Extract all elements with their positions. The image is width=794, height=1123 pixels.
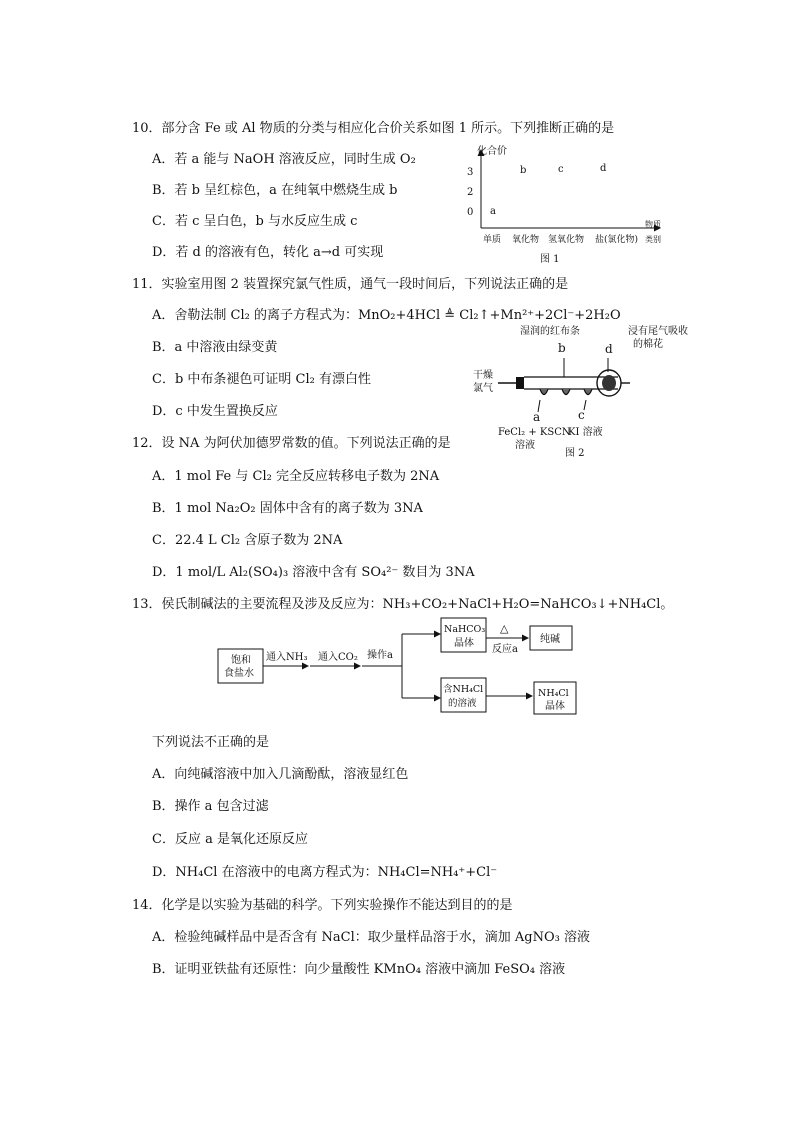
figure-1-caption: 图 1 bbox=[540, 254, 560, 265]
q13-sub-stem: 下列说法不正确的是 bbox=[152, 735, 270, 750]
label-reaction-a: 反应a bbox=[492, 644, 518, 655]
label-c: c bbox=[578, 408, 585, 422]
bulb-c bbox=[584, 389, 592, 395]
q12-option-c: C．22.4 L Cl₂ 含原子数为 2NA bbox=[152, 533, 343, 548]
label-cotton-line1: 浸有尾气吸收 bbox=[628, 326, 688, 337]
label-heat: △ bbox=[500, 622, 509, 635]
label-gas-line2: 氯气 bbox=[473, 383, 493, 394]
point-c: c bbox=[558, 164, 564, 175]
y-tick-0: 0 bbox=[467, 207, 474, 218]
q14-option-b: B．证明亚铁盐有还原性：向少量酸性 KMnO₄ 溶液中滴加 FeSO₄ 溶液 bbox=[152, 962, 566, 977]
point-d: d bbox=[600, 163, 607, 174]
label-c-solution: KI 溶液 bbox=[568, 427, 603, 438]
box-nh4cl-solution-line1: 含NH₄Cl bbox=[443, 684, 484, 695]
q13-option-b: B．操作 a 包含过滤 bbox=[152, 799, 269, 814]
y-tick-3: 3 bbox=[467, 167, 474, 178]
label-wet-cloth: 湿润的红布条 bbox=[520, 326, 580, 337]
box-nh4cl-solution-line2: 的溶液 bbox=[448, 698, 477, 709]
stopper bbox=[516, 377, 524, 389]
figure-2-caption: 图 2 bbox=[565, 448, 585, 457]
x-axis-label-bottom: 类别 bbox=[645, 235, 661, 244]
cotton-d bbox=[602, 375, 616, 391]
q13-option-c: C．反应 a 是氧化还原反应 bbox=[152, 832, 308, 847]
q11-option-a: A．舍勒法制 Cl₂ 的离子方程式为：MnO₂+4HCl ≜ Cl₂↑+Mn²⁺+2Cl⁻+2H₂O bbox=[152, 308, 621, 323]
x-category-elemental: 单质 bbox=[483, 235, 502, 245]
q10-option-a: A．若 a 能与 NaOH 溶液反应，同时生成 O₂ bbox=[152, 152, 416, 167]
box-soda-label: 纯碱 bbox=[540, 634, 560, 645]
q11-option-b: B．a 中溶液由绿变黄 bbox=[152, 340, 278, 355]
q13-flow-diagram bbox=[210, 612, 580, 720]
box-nahco3-line1: NaHCO₃ bbox=[444, 624, 486, 635]
q10-stem: 10．部分含 Fe 或 Al 物质的分类与相应化合价关系如图 1 所示。下列推断正确的是 bbox=[132, 121, 615, 136]
label-a: a bbox=[533, 410, 541, 424]
q10-option-d: D．若 d 的溶液有色，转化 a→d 可实现 bbox=[152, 245, 384, 260]
q10-option-b: B．若 b 呈红棕色，a 在纯氧中燃烧生成 b bbox=[152, 183, 398, 198]
label-d: d bbox=[605, 342, 613, 356]
y-tick-2: 2 bbox=[467, 187, 474, 198]
q12-stem: 12．设 NA 为阿伏加德罗常数的值。下列说法正确的是 bbox=[132, 436, 451, 451]
q12-option-d: D．1 mol/L Al₂(SO₄)₃ 溶液中含有 SO₄²⁻ 数目为 3NA bbox=[152, 565, 475, 580]
q11-option-c: C．b 中布条褪色可证明 Cl₂ 有漂白性 bbox=[152, 372, 371, 387]
bulb-a bbox=[540, 389, 548, 395]
q10-option-c: C．若 c 呈白色，b 与水反应生成 c bbox=[152, 214, 358, 229]
x-category-oxide: 氧化物 bbox=[512, 235, 540, 245]
q12-option-a: A．1 mol Fe 与 Cl₂ 完全反应转移电子数为 2NA bbox=[152, 469, 440, 484]
label-cotton-line2: 的棉花 bbox=[633, 339, 663, 350]
q13-option-d: D．NH₄Cl 在溶液中的电离方程式为：NH₄Cl=NH₄⁺+Cl⁻ bbox=[152, 865, 498, 880]
box-brine-line2: 食盐水 bbox=[224, 668, 254, 679]
y-axis-label: 化合价 bbox=[477, 146, 507, 157]
label-step2: 通入CO₂ bbox=[318, 652, 358, 663]
label-b: b bbox=[558, 341, 566, 355]
bulb-b bbox=[562, 389, 570, 395]
q12-option-b: B．1 mol Na₂O₂ 固体中含有的离子数为 3NA bbox=[152, 501, 423, 516]
figure-1-valence-chart bbox=[455, 140, 670, 268]
x-axis-label-top: 物质 bbox=[645, 220, 661, 229]
box-nh4cl-crystal-line2: 晶体 bbox=[545, 701, 565, 712]
q11-option-d: D．c 中发生置换反应 bbox=[152, 404, 278, 419]
box-nh4cl-crystal-line1: NH₄Cl bbox=[538, 688, 569, 699]
box-brine-line1: 饱和 bbox=[231, 655, 251, 666]
label-step3: 操作a bbox=[367, 650, 393, 661]
label-step1: 通入NH₃ bbox=[266, 652, 308, 663]
q11-stem: 11．实验室用图 2 装置探究氯气性质，通气一段时间后，下列说法正确的是 bbox=[132, 277, 569, 292]
q14-stem: 14．化学是以实验为基础的科学。下列实验操作不能达到目的的是 bbox=[132, 898, 513, 913]
point-b: b bbox=[520, 165, 527, 176]
label-a-solution-line1: FeCl₂ + KSCN bbox=[498, 427, 571, 438]
q14-option-a: A．检验纯碱样品中是否含有 NaCl：取少量样品溶于水，滴加 AgNO₃ 溶液 bbox=[152, 930, 590, 945]
x-category-salt: 盐(氯化物) bbox=[595, 235, 639, 245]
box-nahco3-line2: 晶体 bbox=[454, 638, 474, 649]
x-category-hydroxide: 氢氧化物 bbox=[548, 235, 585, 245]
q13-stem: 13．侯氏制碱法的主要流程及涉及反应为：NH₃+CO₂+NaCl+H₂O=NaHCO₃↓+NH₄Cl。 bbox=[132, 597, 674, 612]
figure-2-apparatus bbox=[468, 322, 708, 457]
label-a-solution-line2: 溶液 bbox=[515, 440, 535, 451]
point-a: a bbox=[490, 206, 496, 217]
q13-option-a: A．向纯碱溶液中加入几滴酚酞，溶液显红色 bbox=[152, 767, 409, 782]
label-gas-line1: 干燥 bbox=[473, 370, 493, 381]
